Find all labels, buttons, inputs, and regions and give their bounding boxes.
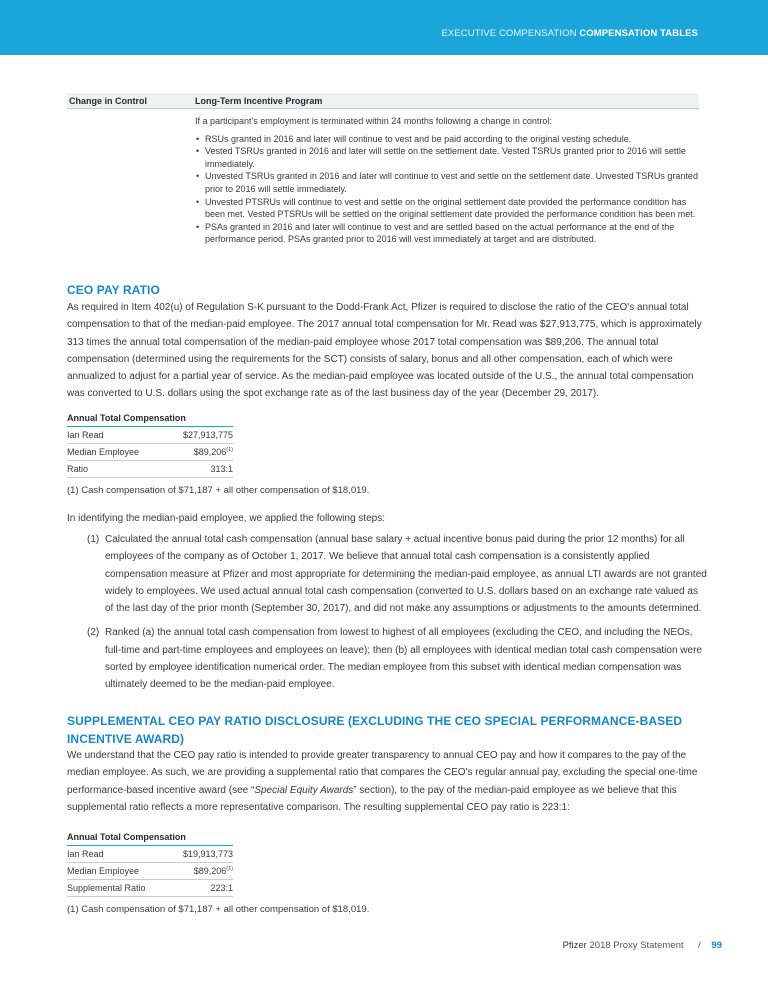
table-header: [67, 93, 699, 109]
footnote-marker: (1): [226, 447, 233, 453]
footnote: (1) Cash compensation of $71,187 + all other compensation of $18,019.: [67, 485, 370, 496]
row-value: $89,206$^{(1)}$: [193, 447, 233, 457]
header-banner: [0, 0, 768, 55]
footnote: (1) Cash compensation of $71,187 + all other compensation of $18,019.: [67, 904, 370, 915]
row-value: $89,206$^{(1)}$: [193, 866, 233, 876]
section-name: EXECUTIVE COMPENSATION: [441, 28, 577, 39]
list-item: [87, 624, 707, 693]
table-row: [67, 444, 233, 461]
change-in-control-table: [67, 93, 699, 246]
footer-document: 2018 Proxy Statement: [589, 940, 684, 951]
row-label: Median Employee: [67, 447, 140, 457]
step-number: (1): [87, 534, 100, 545]
cic-bullet-list: [195, 133, 699, 246]
row-value: 223:1: [210, 883, 233, 893]
steps-list: [87, 531, 707, 701]
steps-intro: In identifying the median-paid employee, we applied the following steps:: [67, 513, 385, 524]
row-label: Supplemental Ratio: [67, 883, 146, 893]
row-label: Median Employee: [67, 866, 140, 876]
supplemental-paragraph: We understand that the CEO pay ratio is intended to provide greater transparency to annual CEO pay and how it compares to the pay of the median employee. As such, we are providing a supplemental ratio that compares the CEO's regular annual pay, excluding the special one-time performance-based incentive award (see “Special Equity Awards” section), to the pay of the median-paid employee as we believe that this supplemental ratio reflects a more representative comparison. The resulting supplemental CEO pay ratio is 223:1:: [67, 750, 698, 813]
table-cell: [195, 109, 699, 246]
subsection-name: COMPENSATION TABLES: [579, 28, 698, 39]
list-item: • PSAs granted in 2016 and later will continue to vest and are settled based on the actual performance at the end of the performance period. PSAs granted prior to 2016 will vest immediately at target and are distributed.: [195, 221, 699, 246]
column-header-change-in-control: Change in Control: [69, 95, 147, 106]
list-item: [87, 531, 707, 617]
row-value: $19,913,773: [182, 849, 233, 859]
row-label: Ian Read: [67, 430, 104, 440]
list-item: • Unvested PTSRUs will continue to vest and settle on the original settlement date provided the performance condition has been met. Vested PTSRUs will be settled on the original settlement date provided the performance condition has been met.: [195, 196, 699, 221]
table-header: Annual Total Compensation: [67, 413, 233, 427]
row-label: Ratio: [67, 464, 89, 474]
section-title-supplemental: SUPPLEMENTAL CEO PAY RATIO DISCLOSURE (EXCLUDING THE CEO SPECIAL PERFORMANCE-BASED INCENTIVE AWARD): [67, 714, 683, 746]
table-row: [67, 427, 233, 444]
table-header: Annual Total Compensation: [67, 832, 233, 846]
step-number: (2): [87, 627, 100, 639]
footnote-marker: (1): [226, 866, 233, 872]
table-row: [67, 863, 233, 880]
step-text: Ranked (a) the annual total cash compensation from lowest to highest of all employees (excluding the CEO, and including the NEOs, full-time and part-time employees and employees on leave); then (b) all employees with identical median total cash compensation were sorted by employee identification numerical order. The median employee from this subset with identical median compensation was ultimately deemed to be the median-paid employee.: [105, 627, 702, 691]
ceo-pay-ratio-paragraph: As required in Item 402(u) of Regulation S-K pursuant to the Dodd-Frank Act, Pfizer is required to disclose the ratio of the CEO's annual total compensation to that of the median-paid employee. The 2017 annual total compensation for Mr. Read was $27,913,775, which is approximately 313 times the annual total compensation of the median-paid employee whose 2017 total compensation was $89,206. The annual total compensation (determined using the requirements for the SCT) consists of salary, bonus and all other compensation, each of which were annualized to adjust for a partial year of service. As the median-paid employee was located outside of the U.S., the annual total compensation was converted to U.S. dollars using the spot exchange rate as of the last business day of the year (December 29, 2017).: [67, 302, 702, 400]
section-title-ceo-pay-ratio: CEO PAY RATIO: [67, 283, 160, 297]
table-row: [67, 461, 233, 478]
table-row: [67, 846, 233, 863]
list-item: • RSUs granted in 2016 and later will continue to vest and be paid according to the original vesting schedule.: [195, 133, 699, 146]
row-value: $27,913,775: [182, 430, 233, 440]
section-breadcrumb: [441, 28, 698, 39]
row-label: Ian Read: [67, 849, 104, 859]
table-row: [67, 880, 233, 897]
column-header-ltip: Long-Term Incentive Program: [195, 95, 323, 106]
footer-separator: /: [698, 940, 701, 951]
list-item: • Unvested TSRUs granted in 2016 and later will continue to vest and settle on the settlement date. Unvested TSRUs granted prior to 2016 will settle immediately.: [195, 170, 699, 195]
cross-reference: Special Equity Awards: [254, 784, 354, 796]
page-footer: [563, 940, 722, 951]
footer-brand: Pfizer: [562, 940, 587, 951]
supplemental-compensation-table: [67, 832, 233, 897]
ceo-compensation-table: [67, 413, 233, 478]
page-number: 99: [711, 940, 722, 951]
row-value: 313:1: [210, 464, 233, 474]
cic-intro-text: If a participant's employment is terminated within 24 months following a change in control:: [195, 116, 552, 126]
list-item: • Vested TSRUs granted in 2016 and later will settle on the settlement date. Vested TSRUs granted prior to 2016 will settle immediately.: [195, 145, 699, 170]
step-text: Calculated the annual total cash compensation (annual base salary + actual incentive bonus paid during the prior 12 months) for all employees of the company as of October 1, 2017. We believe that annual total cash compensation is a consistently applied compensation measure at Pfizer and most appropriate for determining the median-paid employee, as annual LTI awards are not granted widely to employees. We used actual annual total cash compensation (converted to U.S. dollars based on an exchange rate valued as of the last day of the prior month (September 30, 2017), and did not make any assumptions or adjustments to the amounts determined.: [105, 534, 707, 615]
